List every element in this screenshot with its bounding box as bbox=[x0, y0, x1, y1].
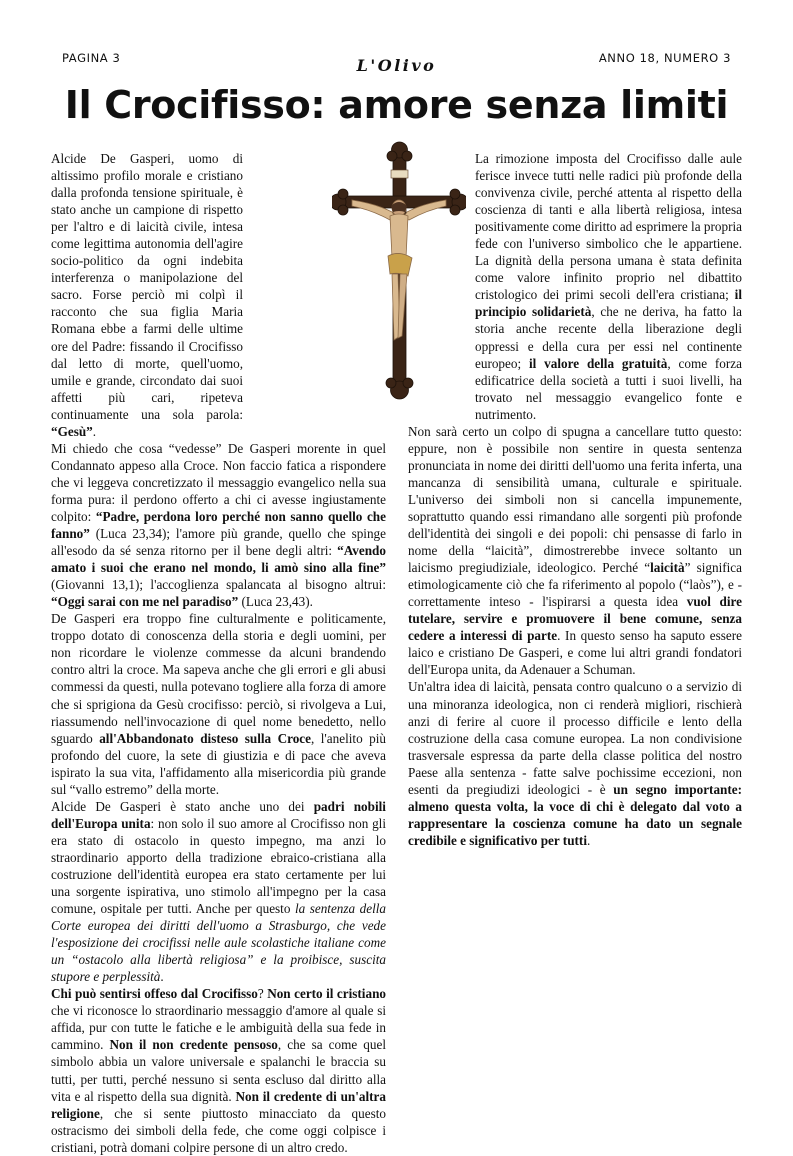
text-run: (Luca 23,43). bbox=[238, 594, 313, 610]
paragraph bbox=[51, 798, 386, 986]
bold-text: Non certo il cristiano bbox=[267, 986, 386, 1002]
text-run: (Giovanni 13,1); l'accoglienza spalancata al bisogno altrui: bbox=[51, 577, 386, 593]
text-run: , che sa come quel simbolo abbia un valore universale e spalanchi le braccia su tutti, per tutti, perché nessuno si senta escluso dal diritto alla vita e al rispetto della sua dignità. bbox=[51, 1037, 386, 1104]
bold-text: vuol dire tutelare, servire e promuovere il bene comune, senza cedere a interessi di parte bbox=[408, 594, 742, 644]
article-title: Il Crocifisso: amore senza limiti bbox=[64, 83, 729, 127]
text-run: ” significa etimologicamente ciò che fa riferimento al popolo (“laòs”), e - correttamente inteso - l'ispirarsi a questa idea bbox=[408, 560, 742, 610]
bold-text: Non il non credente pensoso bbox=[109, 1037, 278, 1053]
bold-text: all'Abbandonato disteso sulla Croce bbox=[99, 730, 312, 746]
text-run: Alcide De Gasperi, uomo di altissimo profilo morale e cristiano dalla profonda tensione spirituale, è stato anche un campione di rispetto per l'altro e di laicità civile, intesa come legittima autonomia dell'agire socio-politico da ogni indebita interferenza o manipolazione del sacro. Forse perciò mi colpì il racconto che sua figlia Maria Romana ebbe a farmi delle ultime ore del Padre: fissando il Crocifisso dal letto di morte, quell'uomo, umile e grande, circondato dai suoi affetti più cari, ripeteva continuamente una sola parola: bbox=[51, 151, 243, 422]
text-run: Mi chiedo che cosa “vedesse” De Gasperi morente in quel Condannato appeso alla Croce. Non faccio fatica a rispondere che vi leggeva concretizzato il messaggio evangelico nella sua forma pura: il perdono offerto a chi ci avesse ingiustamente colpito: bbox=[51, 440, 386, 524]
text-run: ? bbox=[257, 986, 268, 1002]
bold-text: “Gesù” bbox=[51, 423, 93, 439]
bold-text: “Oggi sarai con me nel paradiso” bbox=[51, 594, 239, 610]
text-run: . bbox=[586, 832, 591, 848]
text-run: La rimozione imposta del Crocifisso dalle aule ferisce invece tutti nelle radici più profonde della convivenza civile, perché attenta al rispetto della coscienza di tanti e alla libertà religiosa, intesa positivamente come diritto ad esprimere la propria fede con l'universo simbolico che le appartiene. La dignità della persona umana è stata definita come valore infinito proprio nel dibattito cristologico dei primi secoli dell'era cristiana; bbox=[475, 151, 742, 303]
text-run: , come forza edificatrice della società a tutti i suoi livelli, ha trovato nel messaggio evangelico fonte e nutrimento. bbox=[475, 355, 742, 422]
text-run: che vi riconosce lo straordinario messaggio d'amore al quale si affida, pur con tutte le fatiche e le ambiguità della sua fede in cammino. bbox=[51, 1003, 386, 1053]
text-run: . bbox=[160, 969, 164, 985]
text-run: Alcide De Gasperi è stato anche uno dei bbox=[51, 798, 314, 814]
bold-text: Chi può sentirsi offeso dal Crocifisso bbox=[51, 986, 258, 1002]
bold-text: laicità bbox=[650, 560, 685, 576]
text-run: . bbox=[92, 423, 97, 439]
bold-text: il valore della gratuità bbox=[529, 355, 668, 371]
text-run: De Gasperi era troppo fine culturalmente e politicamente, troppo dotato di conoscenza della storia e degli uomini, per non ricordare le violenze commesse da alcuni brandendo contro altri la croce. Ma sapeva anche che gli errori e gli abusi commessi da questi, nulla potevano togliere alla forza di amore che si sprigiona da Gesù crocifisso: perciò, si rivolgeva a Lui, riassumendo nell'invocazione di quel nome benedetto, nello sguardo bbox=[51, 611, 386, 746]
text-run: Un'altra idea di laicità, pensata contro qualcuno o a servizio di una minoranza ideologica, non ci renderà migliori, rischierà anzi di ferire al cuore il processo difficile e lento della costruzione della casa comune europea. La non condivisione trasversale espressa da parte della classe politica del nostro Paese alla sentenza - fatte salve pochissime eccezioni, non esenti da pregiudizi ideologici - è bbox=[408, 679, 742, 797]
bold-text: Non il credente di un'altra religione bbox=[51, 1088, 387, 1121]
paragraph bbox=[51, 610, 386, 798]
masthead: L'Olivo bbox=[356, 56, 437, 75]
text-run: , che ne deriva, ha fatto la storia anche recente della liberazione degli oppressi e della cura per essi nel continente europeo; bbox=[475, 304, 742, 371]
italic-text: la sentenza della Corte europea dei diritti dell'uomo a Strasburgo, che vede l'esposizione dei crocifissi nelle aule scolastiche italiane come un “ostacolo alla libertà religiosa” e la proibisce, suscita stupore e perplessità bbox=[51, 901, 387, 985]
bold-text: “Avendo amato i suoi che erano nel mondo, li amò sino alla fine” bbox=[51, 543, 386, 576]
text-run: (Luca 23,34); l'amore più grande, quello che spinge all'esodo da sé senza ritorno per il bene degli altri: bbox=[51, 526, 386, 559]
page-number: PAGINA 3 bbox=[62, 51, 121, 65]
text-run: , che si sente piuttosto minacciato da questo ostracismo dei simboli della fede, che come oggi colpisce i cristiani, potrà domani colpire persone di un altro credo. bbox=[51, 1105, 386, 1155]
bold-text: “Padre, perdona loro perché non sanno quello che fanno” bbox=[51, 508, 386, 542]
bold-text: un segno importante: almeno questa volta, la voce di chi è delegato dal voto a rappresentare la coscienza comune ha dato un segnale credibile e significativo per tutti bbox=[408, 781, 743, 848]
text-run: . In questo senso ha saputo essere laico e cristiano De Gasperi, e come lui altri grandi fondatori dell'Europa unita, da Adenauer a Schuman. bbox=[408, 628, 742, 678]
bold-text: il principio solidarietà bbox=[475, 287, 742, 320]
issue-number: ANNO 18, NUMERO 3 bbox=[598, 51, 731, 65]
paragraph bbox=[408, 678, 742, 848]
text-run: Non sarà certo un colpo di spugna a cancellare tutto questo: eppure, non è possibile non sentire in questa sentenza pronunciata in nome dei diritti dell'uomo una ferita inferta, una mancanza di sensibilità umana, culturale e spirituale. L'universo dei simboli non si cancella impunemente, soprattutto quando essi rimandano alle sorgenti più profonde dell'identità dei singoli e dei popoli: chi pensasse di farlo in nome della “laicità”, dimostrerebbe invece soltanto un laicismo pregiudiziale, ideologico. Perché “ bbox=[408, 423, 742, 576]
paragraph bbox=[408, 423, 742, 679]
text-run: : non solo il suo amore al Crocifisso non gli era stato di ostacolo in questo impegno, ma anzi lo straordinario apporto della tradizione ebraico-cristiana alla costruzione dell'identità europea era stato certamente per lui una sorgente ispirativa, uno stimolo all'impegno per la casa comune, ospitale per tutti. Anche per questo bbox=[51, 815, 386, 917]
paragraph bbox=[51, 985, 386, 1155]
bold-text: padri nobili dell'Europa unita bbox=[51, 798, 386, 831]
paragraph bbox=[51, 440, 386, 610]
text-run: , l'anelito più profondo del cuore, la sete di giustizia e di pace che aveva ispirato la sua vita, l'affidamento alla misericordia più grande sul “vallo estremo” della morte. bbox=[51, 730, 386, 797]
crucifix-image bbox=[332, 140, 466, 402]
